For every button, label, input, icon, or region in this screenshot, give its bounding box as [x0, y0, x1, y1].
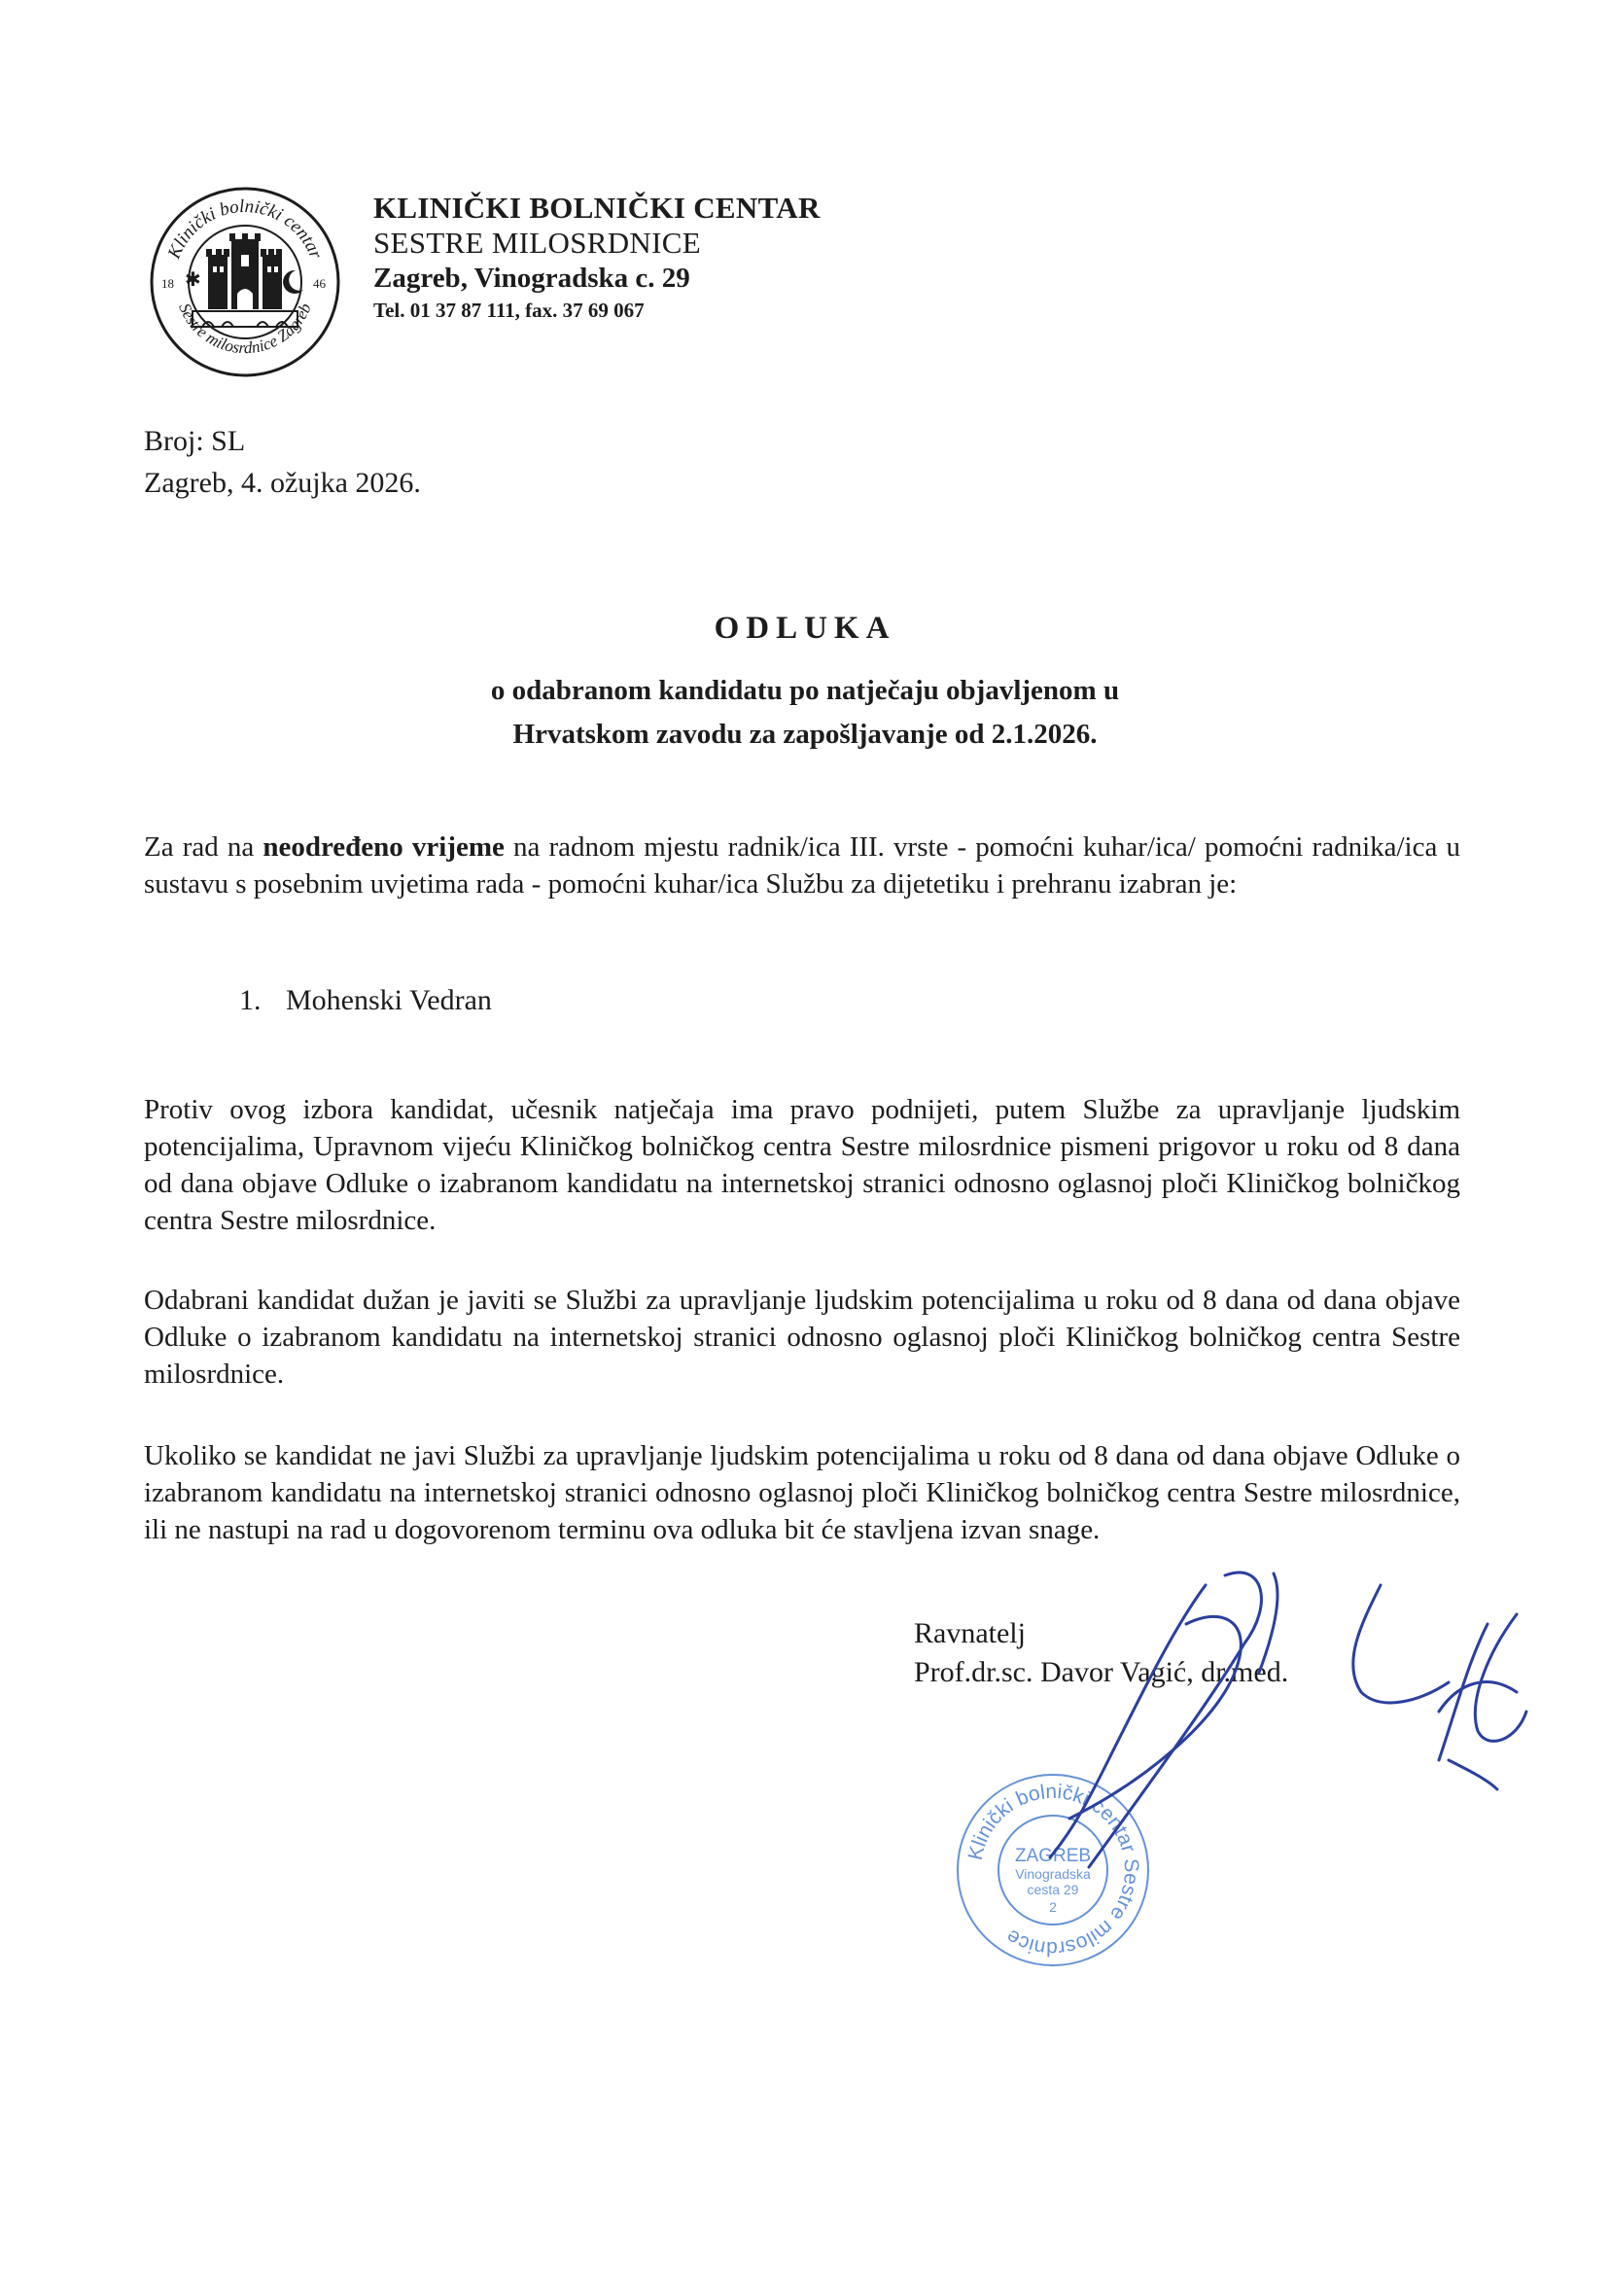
institution-name-line1: KLINIČKI BOLNIČKI CENTAR: [373, 191, 821, 225]
document-place-date: Zagreb, 4. ožujka 2026.: [144, 467, 421, 499]
contract-type-bold: neodređeno vrijeme: [262, 831, 505, 863]
candidate-number: 1.: [239, 984, 262, 1016]
objection-paragraph: Protiv ovog izbora kandidat, učesnik natječaja ima pravo podnijeti, putem Službe za upravljanje ljudskim potencijalima, Upravnom vijeću Kliničkog bolničkog centra Sestre milosrdnice pismeni prigovor u roku od 8 dana od dana objave Odluke o izabranom kandidatu na internetskoj stranici odnosno oglasnoj ploči Kliničkog bolničkog centra Sestre milosrdnice.: [144, 1094, 1460, 1236]
svg-text:Klinički bolnički centar: Klinički bolnički centar: [163, 195, 327, 263]
document-number: Broj: SL: [144, 425, 246, 457]
svg-text:2: 2: [1049, 1899, 1057, 1915]
institution-header: [373, 191, 821, 325]
candidate-name: Mohenski Vedran: [286, 984, 492, 1016]
decision-paragraph: [144, 829, 1460, 902]
handwritten-signature: [1031, 1566, 1536, 1877]
candidate-list: [239, 982, 492, 1019]
document-subtitle: [0, 669, 1610, 757]
svg-text:18: 18: [161, 276, 174, 291]
invalidation-paragraph: Ukoliko se kandidat ne javi Službi za upravljanje ljudskim potencijalima u roku od 8 dana od dana objave Odluke o izabranom kandidatu na internetskoj stranici odnosno oglasnoj ploči Kliničkog bolničkog centra Sestre milosrdnice, ili ne nastupi na rad u dogovorenom terminu ova odluka bit će stavljena izvan snage.: [144, 1440, 1460, 1545]
svg-text:46: 46: [313, 276, 326, 291]
institution-address: Zagreb, Vinogradska c. 29: [373, 263, 690, 294]
signer-name: Prof.dr.sc. Davor Vagić, dr.med.: [914, 1656, 1289, 1688]
institution-contact: Tel. 01 37 87 111, fax. 37 69 067: [373, 299, 645, 322]
svg-text:Klinički bolnički centar Sestr: Klinički bolnički centar Sestre milosrdnice: [963, 1780, 1143, 1960]
document-title: ODLUKA: [714, 611, 896, 646]
svg-text:Vinogradska: Vinogradska: [1015, 1866, 1091, 1882]
subtitle-line2: Hrvatskom zavodu za zapošljavanje od 2.1.2026.: [512, 719, 1098, 750]
paragraph-text-before: Za rad na: [144, 831, 263, 863]
svg-text:✱: ✱: [185, 267, 201, 291]
paragraph-text-after: na radnom mjestu radnik/ica III. vrste - pomoćni kuhar/ica/ pomoćni radnika/ica u sustavu s posebnim uvjetima rada - pomoćni kuhar/ica Službu za dijetetiku i prehranu izabran je:: [144, 831, 1460, 900]
svg-text:cesta 29: cesta 29: [1027, 1882, 1079, 1897]
institution-seal-logo: [148, 185, 342, 379]
signer-role: Ravnatelj: [914, 1617, 1026, 1649]
document-meta: [144, 420, 421, 504]
subtitle-line1: o odabranom kandidatu po natječaju objavljenom u: [490, 675, 1120, 706]
list-item: [239, 982, 492, 1019]
svg-text:Sestre milosrdnice Zagreb: Sestre milosrdnice Zagreb: [175, 300, 315, 358]
institution-name-line2: SESTRE MILOSRDNICE: [373, 226, 701, 260]
svg-text:ZAGREB: ZAGREB: [1014, 1846, 1092, 1866]
reporting-paragraph: Odabrani kandidat dužan je javiti se Službi za upravljanje ljudskim potencijalima u roku od 8 dana od dana objave Odluke o izabranom kandidatu na internetskoj stranici odnosno oglasnoj ploči Kliničkog bolničkog centra Sestre milosrdnice.: [144, 1285, 1460, 1390]
